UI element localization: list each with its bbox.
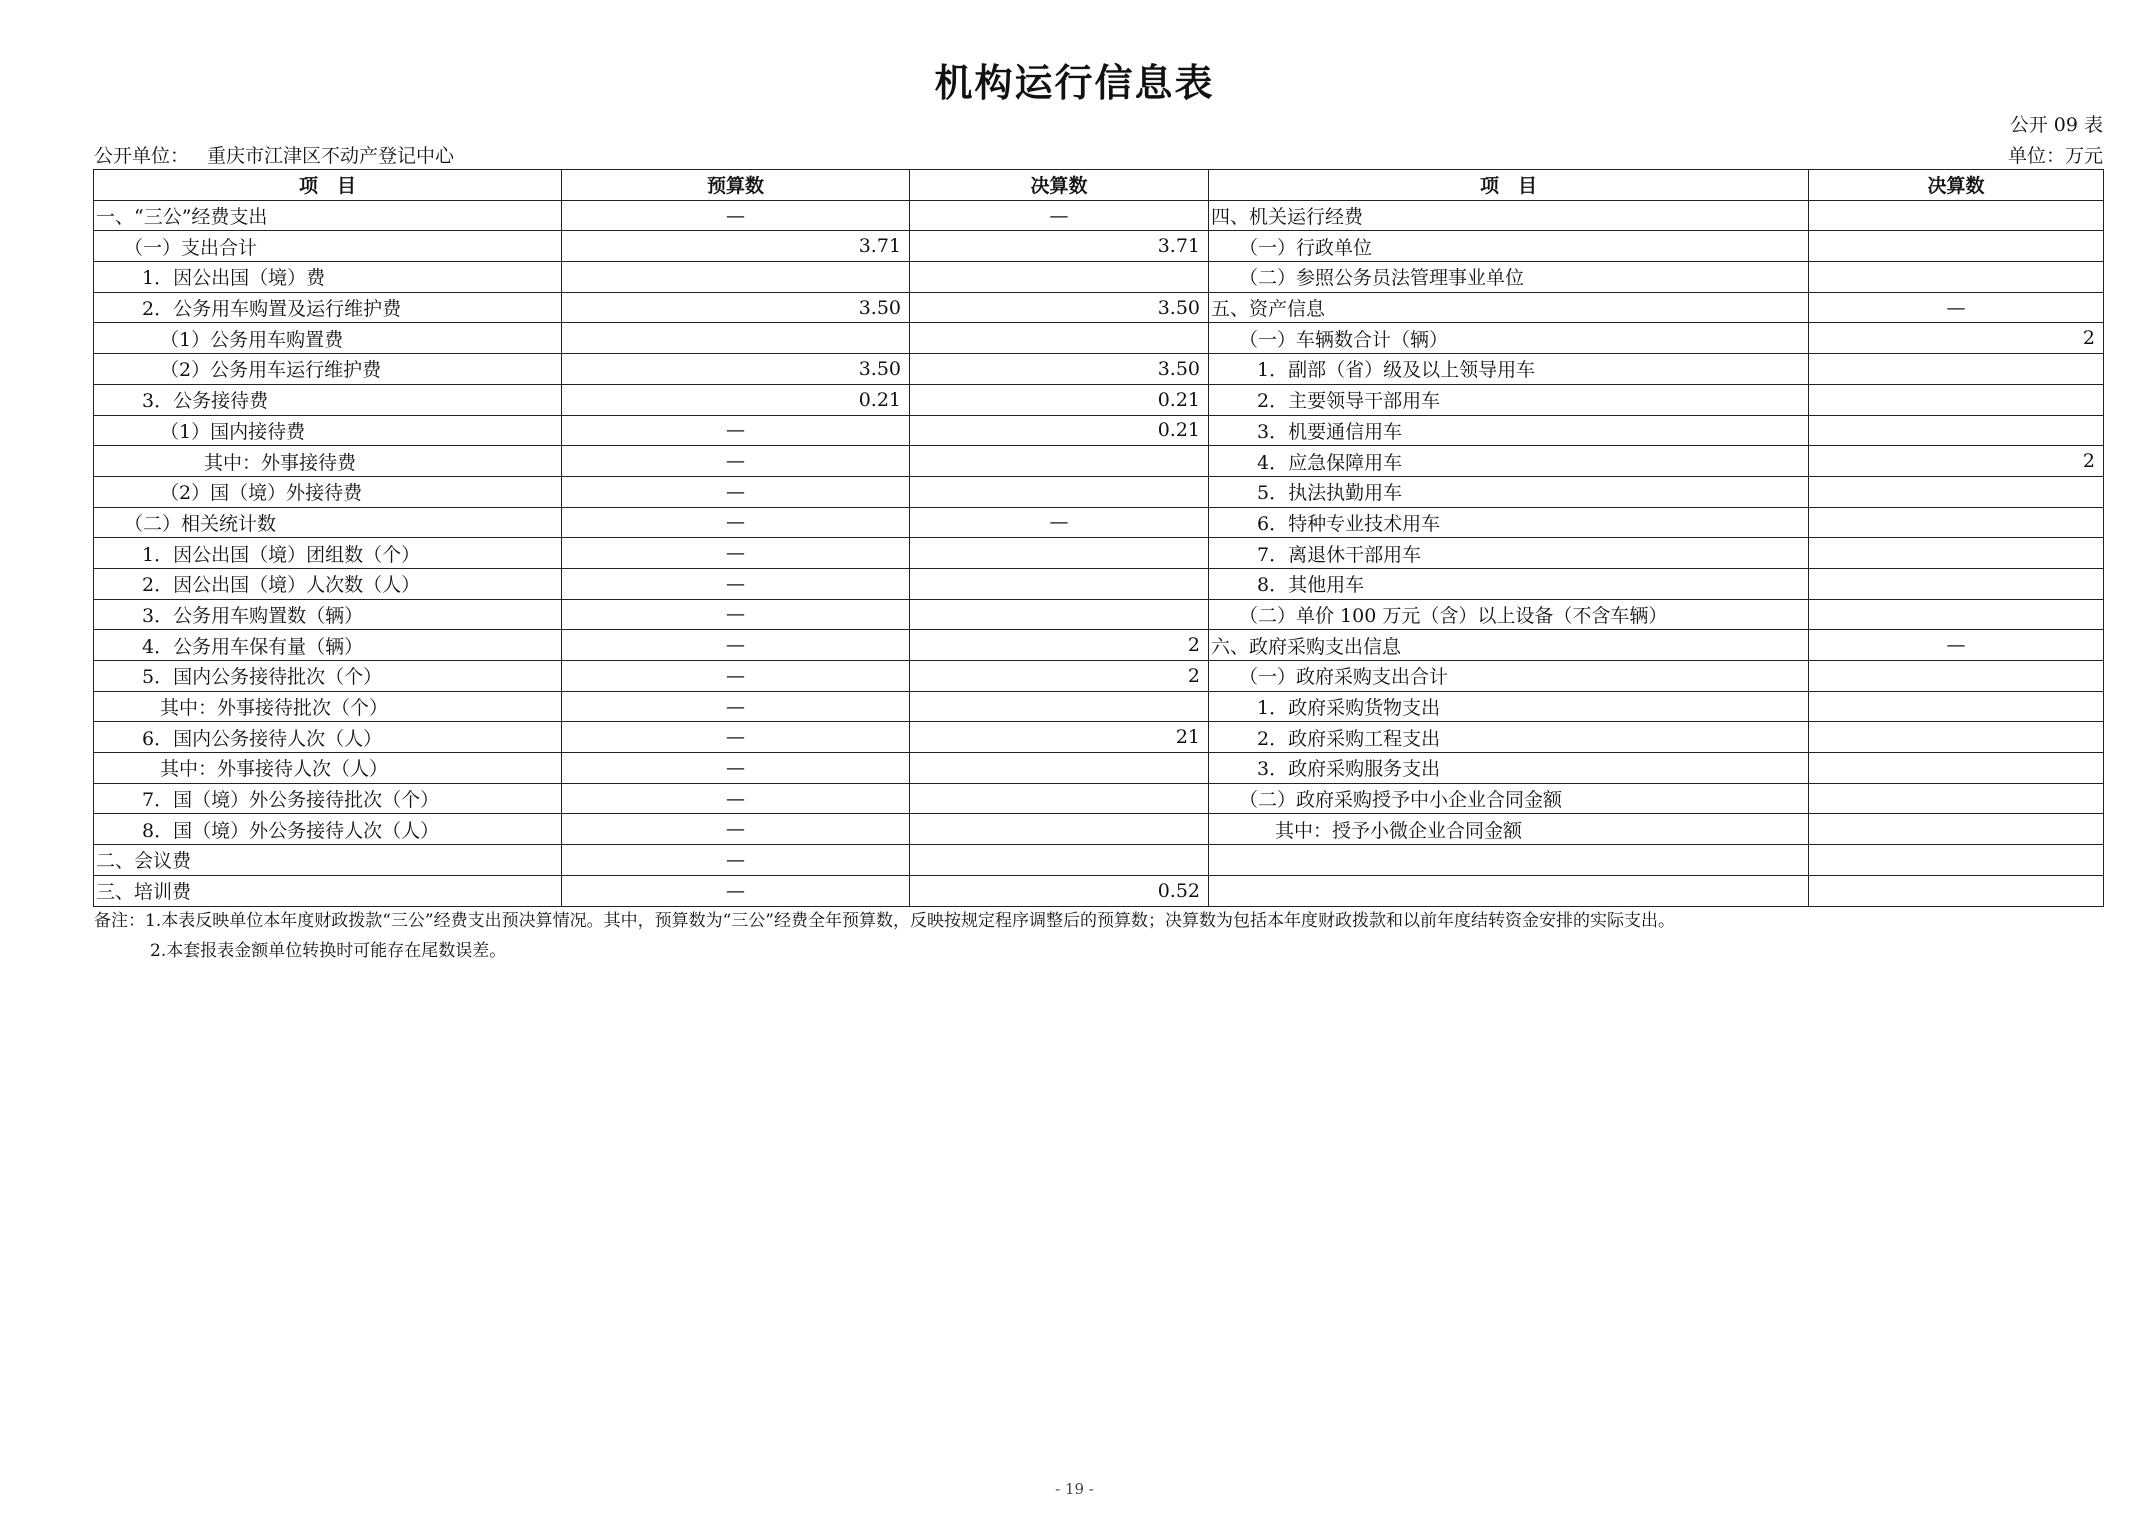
row-budget: 3.50: [562, 292, 910, 323]
table-row: [94, 722, 2104, 753]
row-final-right: [1809, 875, 2104, 906]
row-budget: [562, 262, 910, 293]
row-item-right: 2．主要领导干部用车: [1209, 384, 1809, 415]
row-final-left: 0.21: [910, 415, 1209, 446]
table-row: [94, 538, 2104, 569]
row-item-right: [1209, 845, 1809, 876]
row-item-right: 7．离退休干部用车: [1209, 538, 1809, 569]
table-body: [94, 200, 2104, 906]
row-budget: —: [562, 630, 910, 661]
table-row: [94, 507, 2104, 538]
row-item-right: （二）政府采购授予中小企业合同金额: [1209, 783, 1809, 814]
row-item-left: 7．国（境）外公务接待批次（个）: [94, 783, 562, 814]
row-final-left: [910, 845, 1209, 876]
reporting-unit: [94, 141, 454, 168]
row-final-right: [1809, 476, 2104, 507]
row-item-left: 2．公务用车购置及运行维护费: [94, 292, 562, 323]
row-final-right: [1809, 599, 2104, 630]
row-item-left: 6．国内公务接待人次（人）: [94, 722, 562, 753]
row-final-left: 2: [910, 661, 1209, 692]
row-item-right: 五、资产信息: [1209, 292, 1809, 323]
row-budget: —: [562, 845, 910, 876]
row-final-left: —: [910, 200, 1209, 231]
row-budget: —: [562, 568, 910, 599]
row-final-left: [910, 446, 1209, 477]
row-final-right: [1809, 814, 2104, 845]
row-final-left: [910, 691, 1209, 722]
header-final-left: 决算数: [910, 170, 1209, 201]
row-final-right: [1809, 507, 2104, 538]
row-item-right: 4．应急保障用车: [1209, 446, 1809, 477]
row-final-left: [910, 814, 1209, 845]
table-row: [94, 354, 2104, 385]
row-item-left: 4．公务用车保有量（辆）: [94, 630, 562, 661]
row-budget: —: [562, 507, 910, 538]
row-final-left: [910, 753, 1209, 784]
row-final-left: 3.71: [910, 231, 1209, 262]
row-item-left: （2）国（境）外接待费: [94, 476, 562, 507]
row-item-right: 2．政府采购工程支出: [1209, 722, 1809, 753]
row-item-right: 8．其他用车: [1209, 568, 1809, 599]
row-final-right: [1809, 384, 2104, 415]
page-title: 机构运行信息表: [934, 61, 1215, 105]
row-final-right: —: [1809, 630, 2104, 661]
table-row: [94, 783, 2104, 814]
row-item-left: （1）公务用车购置费: [94, 323, 562, 354]
row-item-left: （一）支出合计: [94, 231, 562, 262]
page-number: - 19 -: [1055, 1480, 1094, 1498]
row-budget: —: [562, 783, 910, 814]
header-final-right: 决算数: [1809, 170, 2104, 201]
row-item-right: 3．政府采购服务支出: [1209, 753, 1809, 784]
row-budget: —: [562, 200, 910, 231]
row-item-right: 其中：授予小微企业合同金额: [1209, 814, 1809, 845]
header-right-item: 项 目: [1209, 170, 1809, 201]
row-final-right: [1809, 691, 2104, 722]
table-row: [94, 568, 2104, 599]
row-final-right: [1809, 415, 2104, 446]
table-row: [94, 599, 2104, 630]
row-item-left: 5．国内公务接待批次（个）: [94, 661, 562, 692]
table-row: [94, 814, 2104, 845]
table-row: [94, 262, 2104, 293]
row-final-right: [1809, 783, 2104, 814]
row-item-left: 三、培训费: [94, 875, 562, 906]
row-item-left: 3．公务接待费: [94, 384, 562, 415]
row-item-right: 四、机关运行经费: [1209, 200, 1809, 231]
table-row: [94, 476, 2104, 507]
operation-info-table: [93, 169, 2104, 907]
row-final-left: [910, 323, 1209, 354]
row-final-left: 3.50: [910, 292, 1209, 323]
row-item-right: 六、政府采购支出信息: [1209, 630, 1809, 661]
row-final-right: —: [1809, 292, 2104, 323]
row-final-left: [910, 599, 1209, 630]
row-item-right: 1．副部（省）级及以上领导用车: [1209, 354, 1809, 385]
reporting-unit-label: 公开单位：: [94, 145, 190, 167]
row-final-right: 2: [1809, 323, 2104, 354]
table-row: [94, 415, 2104, 446]
table-row: [94, 384, 2104, 415]
row-final-left: [910, 783, 1209, 814]
row-item-left: 二、会议费: [94, 845, 562, 876]
row-final-right: [1809, 722, 2104, 753]
row-final-left: 2: [910, 630, 1209, 661]
form-code: 公开 09 表: [2009, 114, 2103, 136]
row-item-right: （一）车辆数合计（辆）: [1209, 323, 1809, 354]
row-item-left: 2．因公出国（境）人次数（人）: [94, 568, 562, 599]
reporting-unit-name: 重庆市江津区不动产登记中心: [207, 145, 455, 167]
row-budget: 3.50: [562, 354, 910, 385]
row-budget: [562, 323, 910, 354]
currency-unit: 单位：万元: [2007, 145, 2103, 167]
row-item-left: 其中：外事接待费: [94, 446, 562, 477]
row-final-left: 0.52: [910, 875, 1209, 906]
row-budget: —: [562, 875, 910, 906]
row-final-right: [1809, 661, 2104, 692]
row-final-right: 2: [1809, 446, 2104, 477]
row-item-left: 8．国（境）外公务接待人次（人）: [94, 814, 562, 845]
row-final-left: [910, 262, 1209, 293]
row-final-right: [1809, 568, 2104, 599]
row-item-right: 1．政府采购货物支出: [1209, 691, 1809, 722]
row-final-left: [910, 476, 1209, 507]
row-final-right: [1809, 538, 2104, 569]
row-final-right: [1809, 231, 2104, 262]
row-item-left: （1）国内接待费: [94, 415, 562, 446]
row-item-right: 3．机要通信用车: [1209, 415, 1809, 446]
row-item-left: 一、“三公”经费支出: [94, 200, 562, 231]
table-row: [94, 231, 2104, 262]
row-item-left: （二）相关统计数: [94, 507, 562, 538]
row-item-left: 1．因公出国（境）费: [94, 262, 562, 293]
row-item-left: 其中：外事接待人次（人）: [94, 753, 562, 784]
row-budget: —: [562, 753, 910, 784]
row-final-left: 3.50: [910, 354, 1209, 385]
row-item-right: （一）行政单位: [1209, 231, 1809, 262]
row-item-right: 6．特种专业技术用车: [1209, 507, 1809, 538]
row-final-left: 21: [910, 722, 1209, 753]
row-budget: —: [562, 415, 910, 446]
row-budget: —: [562, 661, 910, 692]
table-row: [94, 630, 2104, 661]
table-row: [94, 323, 2104, 354]
note-1: 备注：1.本表反映单位本年度财政拨款“三公”经费支出预决算情况。其中，预算数为“三公”经费全年预算数，反映按规定程序调整后的预算数；决算数为包括本年度财政拨款和以前年度结转资金安排的实际支出。: [94, 911, 1675, 931]
header-budget: 预算数: [562, 170, 910, 201]
row-final-right: [1809, 753, 2104, 784]
header-left-item: 项 目: [94, 170, 562, 201]
row-final-right: [1809, 845, 2104, 876]
table-row: [94, 661, 2104, 692]
row-item-right: [1209, 875, 1809, 906]
row-final-right: [1809, 200, 2104, 231]
table-row: [94, 200, 2104, 231]
note-2: 2.本套报表金额单位转换时可能存在尾数误差。: [150, 941, 507, 961]
row-item-left: （2）公务用车运行维护费: [94, 354, 562, 385]
table-header-row: [94, 170, 2104, 201]
row-item-left: 其中：外事接待批次（个）: [94, 691, 562, 722]
row-budget: —: [562, 814, 910, 845]
row-budget: 0.21: [562, 384, 910, 415]
row-final-left: —: [910, 507, 1209, 538]
row-budget: 3.71: [562, 231, 910, 262]
row-budget: —: [562, 476, 910, 507]
row-final-right: [1809, 354, 2104, 385]
row-item-right: （二）参照公务员法管理事业单位: [1209, 262, 1809, 293]
row-budget: —: [562, 722, 910, 753]
row-budget: —: [562, 599, 910, 630]
table-row: [94, 292, 2104, 323]
row-budget: —: [562, 446, 910, 477]
table-row: [94, 753, 2104, 784]
row-item-right: 5．执法执勤用车: [1209, 476, 1809, 507]
table-row: [94, 446, 2104, 477]
row-final-left: [910, 568, 1209, 599]
table-row: [94, 875, 2104, 906]
row-item-left: 1．因公出国（境）团组数（个）: [94, 538, 562, 569]
table-row: [94, 691, 2104, 722]
row-final-right: [1809, 262, 2104, 293]
row-budget: —: [562, 538, 910, 569]
row-final-left: 0.21: [910, 384, 1209, 415]
row-budget: —: [562, 691, 910, 722]
row-final-left: [910, 538, 1209, 569]
row-item-left: 3．公务用车购置数（辆）: [94, 599, 562, 630]
table-row: [94, 845, 2104, 876]
row-item-right: （二）单价 100 万元（含）以上设备（不含车辆）: [1209, 599, 1809, 630]
row-item-right: （一）政府采购支出合计: [1209, 661, 1809, 692]
